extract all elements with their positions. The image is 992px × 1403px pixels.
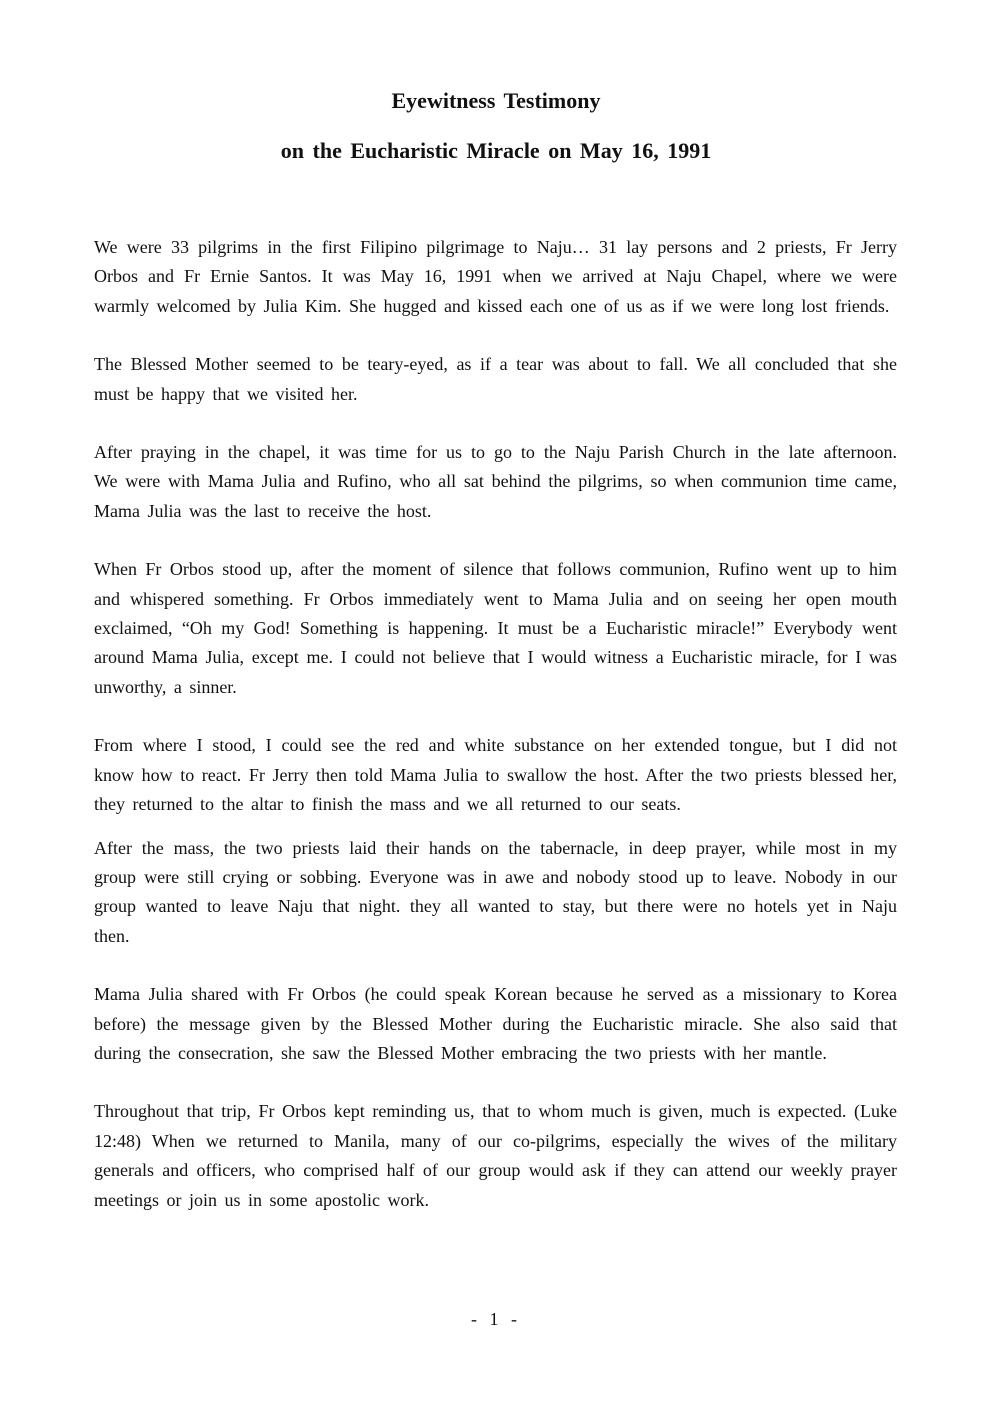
body-text (94, 233, 897, 1244)
paragraph-1: We were 33 pilgrims in the first Filipino pilgrimage to Naju… 31 lay persons and 2 priests, Fr Jerry Orbos and Fr Ernie Santos. It was May 16, 1991 when we arrived at Naju Chapel, where we were warmly welcomed by Julia Kim. She hugged and kissed each one of us as if we were long lost friends. (94, 237, 897, 316)
paragraph-8: Throughout that trip, Fr Orbos kept reminding us, that to whom much is given, much is expected. (Luke 12:48) When we returned to Manila, many of our co-pilgrims, especially the wives of the military generals and officers, who comprised half of our group would ask if they can attend our weekly prayer meetings or join us in some apostolic work. (94, 1101, 897, 1210)
paragraph-3: After praying in the chapel, it was time for us to go to the Naju Parish Church in the late afternoon. We were with Mama Julia and Rufino, who all sat behind the pilgrims, so when communion time came, Mama Julia was the last to receive the host. (94, 442, 897, 521)
paragraph-5: From where I stood, I could see the red and white substance on her extended tongue, but I did not know how to react. Fr Jerry then told Mama Julia to swallow the host. After the two priests blessed her, they returned to the altar to finish the mass and we all returned to our seats. (94, 735, 897, 815)
page-subtitle: on the Eucharistic Miracle on May 16, 1991 (280, 138, 712, 163)
title-block (0, 88, 992, 164)
page-title: Eyewitness Testimony (391, 88, 601, 113)
paragraph-7: Mama Julia shared with Fr Orbos (he could speak Korean because he served as a missionary to Korea before) the message given by the Blessed Mother during the Eucharistic miracle. She also said that during the consecration, she saw the Blessed Mother embracing the two priests with her mantle. (94, 984, 897, 1063)
page-number: - 1 - (471, 1309, 521, 1329)
paragraph-2: The Blessed Mother seemed to be teary-eyed, as if a tear was about to fall. We all concluded that she must be happy that we visited her. (94, 354, 897, 404)
paragraph-6: After the mass, the two priests laid their hands on the tabernacle, in deep prayer, while most in my group were still crying or sobbing. Everyone was in awe and nobody stood up to leave. Nobody in our group wanted to leave Naju that night. they all wanted to stay, but there were no hotels yet in Naju then. (94, 837, 897, 946)
paragraph-4: When Fr Orbos stood up, after the moment of silence that follows communion, Rufino went up to him and whispered something. Fr Orbos immediately went to Mama Julia and on seeing her open mouth exclaimed, “Oh my God! Something is happening. It must be a Eucharistic miracle!” Everybody went around Mama Julia, except me. I could not believe that I would witness a Eucharistic miracle, for I was unworthy, a sinner. (94, 559, 897, 697)
